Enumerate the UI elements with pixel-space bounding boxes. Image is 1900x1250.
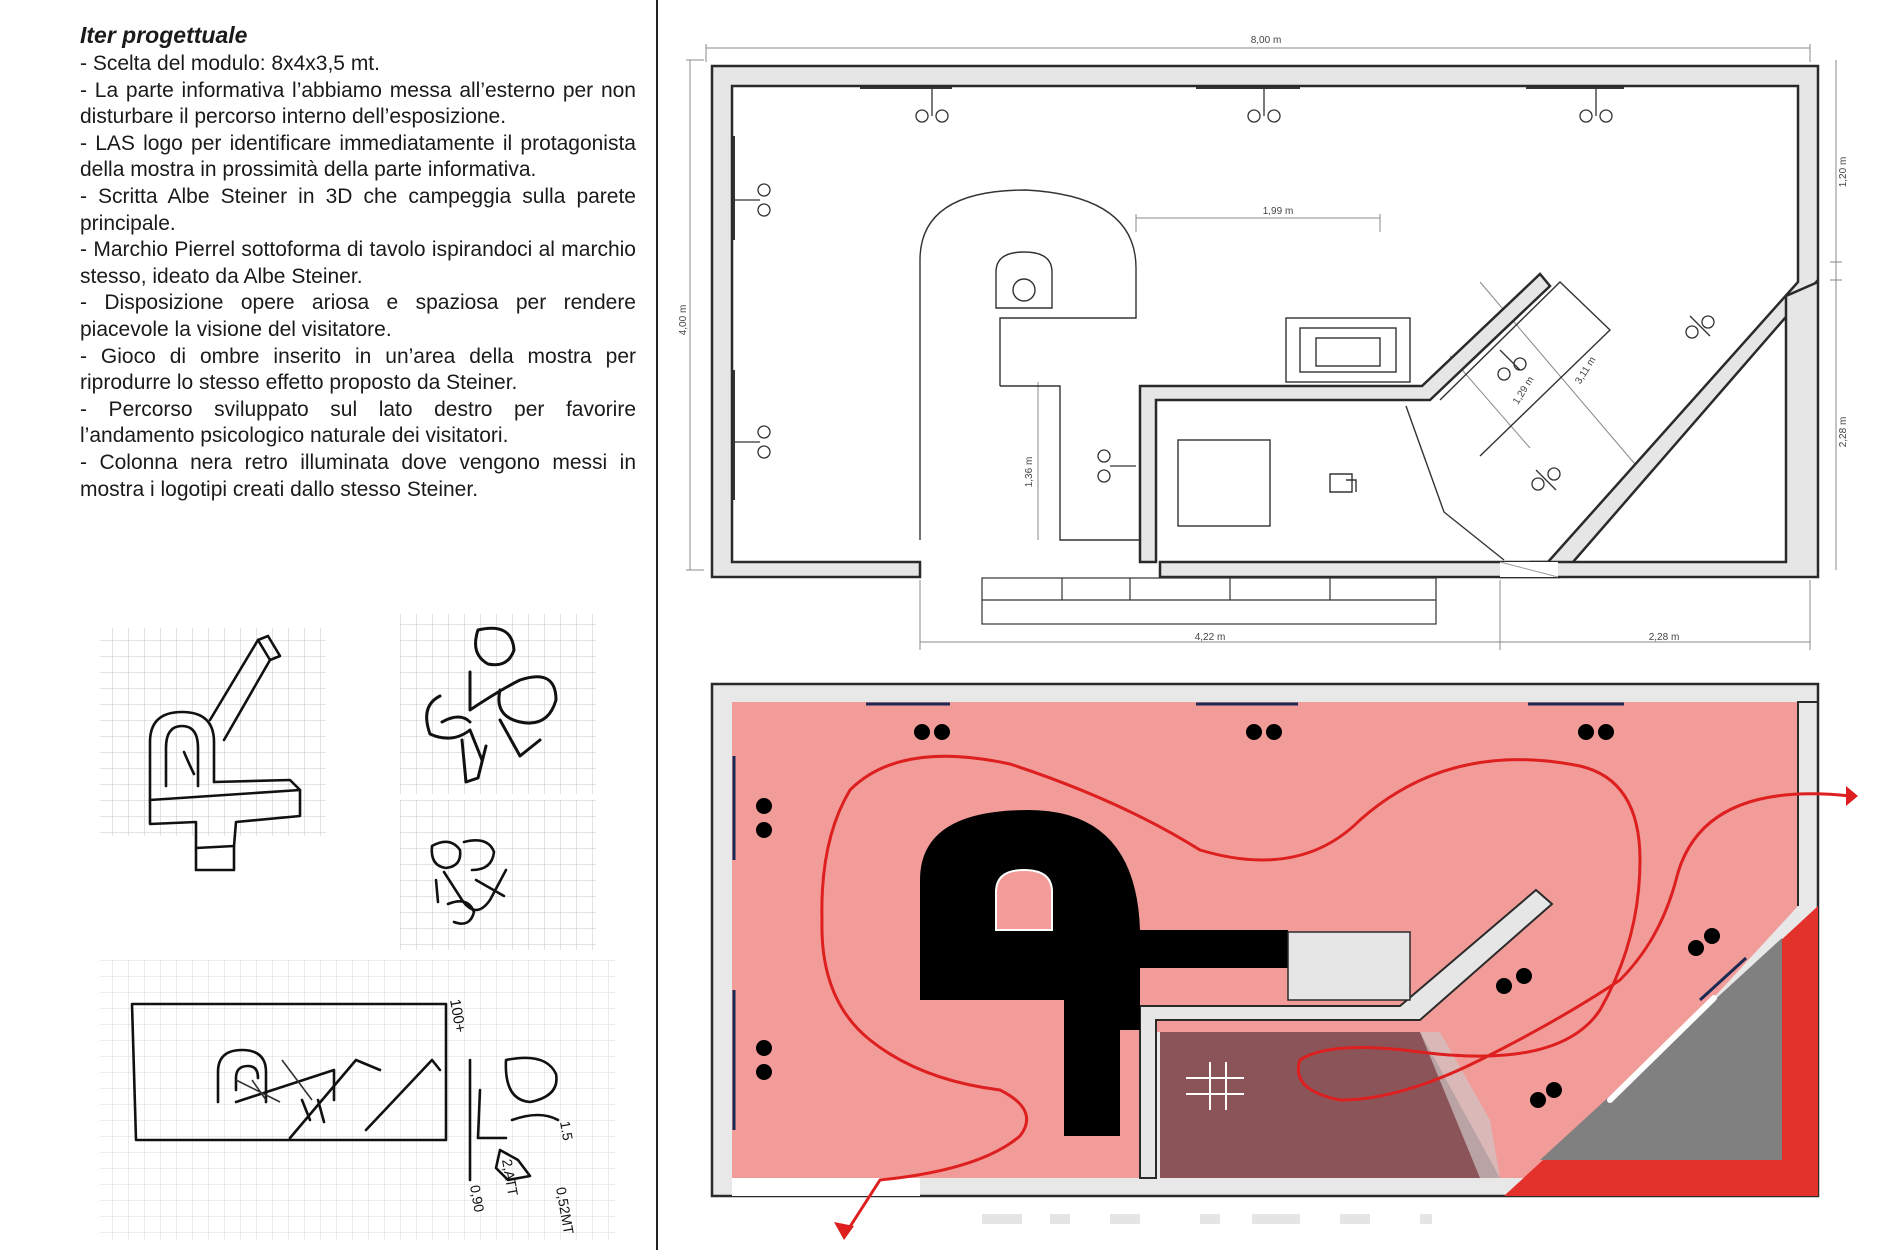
design-point: - LAS logo per identificare immediatamente il protagonista della mostra in prossimità della parte informativa. xyxy=(80,131,636,182)
info-booth xyxy=(982,578,1436,624)
dim-height-total: 4,00 m xyxy=(678,304,689,336)
sketch-note: 2,ATT xyxy=(499,1157,522,1198)
design-point: - Percorso sviluppato sul lato destro per favorire l’andamento psicologico naturale dei visitatori. xyxy=(80,397,636,448)
design-point: - Marchio Pierrel sottoforma di tavolo ispirandoci al marchio stesso, ideato da Albe Steiner. xyxy=(80,238,636,288)
dim-diagonal-short: 1,29 m xyxy=(1511,374,1537,407)
design-point: - Scelta del modulo: 8x4x3,5 mt. xyxy=(80,52,380,75)
dim-bottom-left: 4,22 m xyxy=(1194,632,1226,643)
sketch-letters-3d xyxy=(400,614,596,950)
technical-plan xyxy=(678,35,1849,650)
info-booth-faded xyxy=(982,1214,1432,1224)
dim-column-height: 1,36 m xyxy=(1024,456,1035,488)
design-point: - Gioco di ombre inserito in un’area della mostra per riprodurre lo stesso effetto proposto da Steiner. xyxy=(80,344,636,395)
path-plan xyxy=(712,684,1858,1240)
sketch-floor-plan xyxy=(100,960,615,1240)
design-point: - Scritta Albe Steiner in 3D che campeggia sulla parete principale. xyxy=(80,184,636,235)
pierrel-table xyxy=(1288,932,1410,1000)
design-point: - Disposizione opere ariosa e spaziosa per rendere piacevole la visione del visitatore. xyxy=(80,291,636,341)
dim-width-total: 8,00 m xyxy=(1250,35,1282,46)
floor-plans xyxy=(660,0,1900,1250)
sketches xyxy=(0,0,650,1250)
page-title: Iter progettuale xyxy=(80,22,248,48)
sketch-logo-study xyxy=(100,628,326,870)
sketch-note: 0,52MT xyxy=(553,1185,578,1236)
sketch-note: 0,90 xyxy=(467,1183,488,1214)
column-divider xyxy=(656,0,658,1250)
dim-right-upper: 1,20 m xyxy=(1838,156,1849,188)
sketch-note: 100+ xyxy=(446,997,469,1034)
sketch-note: 1.5 xyxy=(557,1119,577,1142)
dim-diagonal-long: 3,11 m xyxy=(1573,355,1599,387)
design-point: - Colonna nera retro illuminata dove vengono messi in mostra i logotipi creati dallo stesso Steiner. xyxy=(80,450,636,501)
design-point: - La parte informativa l’abbiamo messa all’esterno per non disturbare il percorso interno dell’esposizione. xyxy=(80,78,636,129)
dim-right-lower: 2,28 m xyxy=(1838,416,1849,448)
entry-arrow xyxy=(1846,786,1858,806)
dim-bottom-right: 2,28 m xyxy=(1648,632,1680,643)
dim-inner-width: 1,99 m xyxy=(1262,206,1294,217)
